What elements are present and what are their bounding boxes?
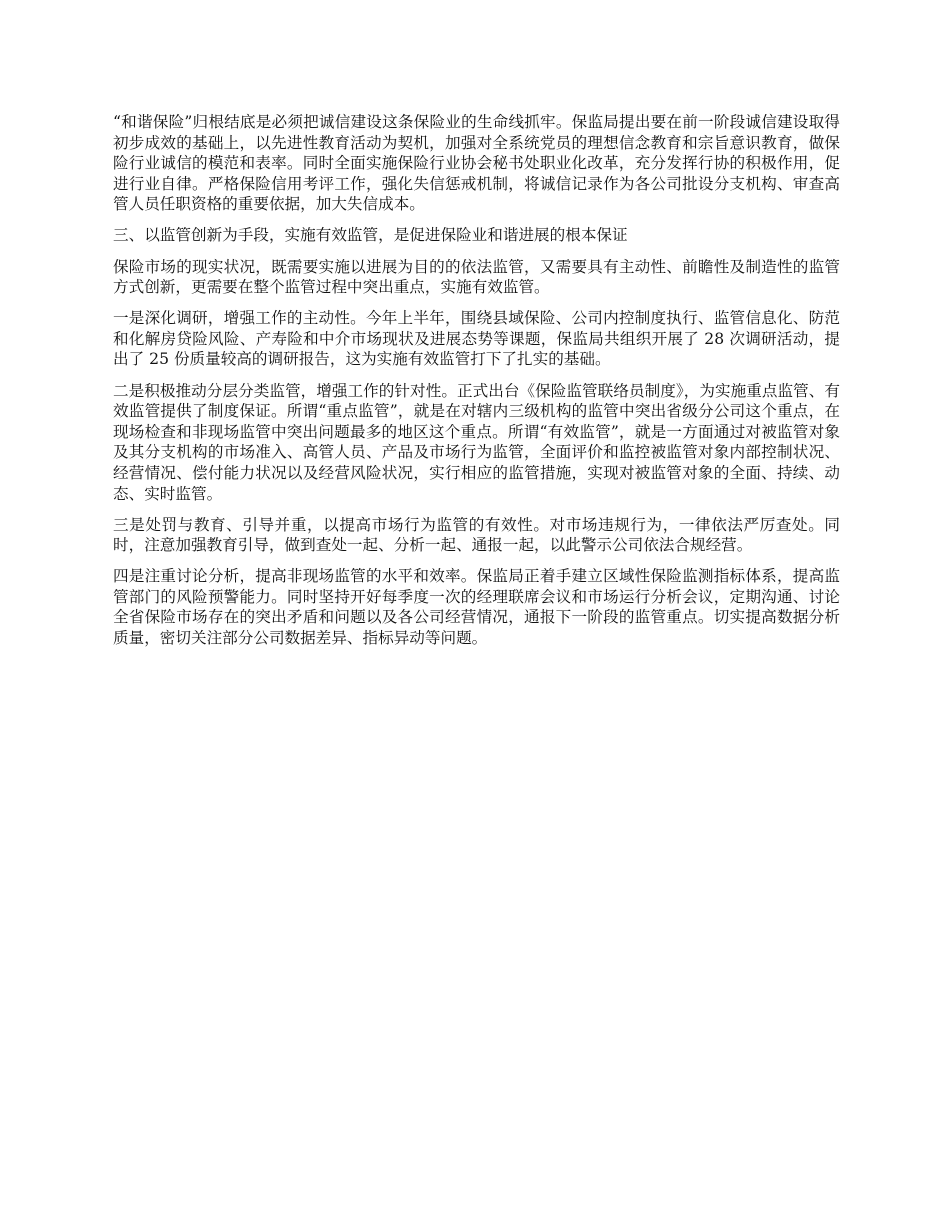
- paragraph-point-one: 一是深化调研，增强工作的主动性。今年上半年，围绕县域保险、公司内控制度执行、监管信息化、防范和化解房贷险风险、产寿险和中介市场现状及进展态势等课题，保监局共组织开展了 28 次调研活动，提出了 25 份质量较高的调研报告，这为实施有效监管打下了扎实的基础。: [113, 309, 840, 369]
- paragraph-integrity: “和谐保险”归根结底是必须把诚信建设这条保险业的生命线抓牢。保监局提出要在前一阶段诚信建设取得初步成效的基础上，以先进性教育活动为契机，加强对全系统党员的理想信念教育和宗旨意识教育，做保险行业诚信的模范和表率。同时全面实施保险行业协会秘书处职业化改革，充分发挥行协的积极作用，促进行业自律。严格保险信用考评工作，强化失信惩戒机制，将诚信记录作为各公司批设分支机构、审查高管人员任职资格的重要依据，加大失信成本。: [113, 113, 840, 214]
- paragraph-point-three: 三是处罚与教育、引导并重，以提高市场行为监管的有效性。对市场违规行为，一律依法严厉查处。同时，注意加强教育引导，做到查处一起、分析一起、通报一起，以此警示公司依法合规经营。: [113, 515, 840, 555]
- document-body: [113, 112, 840, 659]
- section-heading-three: 三、以监管创新为手段，实施有效监管，是促进保险业和谐进展的根本保证: [113, 226, 628, 245]
- paragraph-point-four: 四是注重讨论分析，提高非现场监管的水平和效率。保监局正着手建立区域性保险监测指标体系，提高监管部门的风险预警能力。同时坚持开好每季度一次的经理联席会议和市场运行分析会议，定期沟通、讨论全省保险市场存在的突出矛盾和问题以及各公司经营情况，通报下一阶段的监管重点。切实提高数据分析质量，密切关注部分公司数据差异、指标异动等问题。: [113, 567, 840, 648]
- paragraph-point-two: 二是积极推动分层分类监管，增强工作的针对性。正式出台《保险监管联络员制度》，为实施重点监管、有效监管提供了制度保证。所谓“重点监管”，就是在对辖内三级机构的监管中突出省级分公司这个重点，在现场检查和非现场监管中突出问题最多的地区这个重点。所谓“有效监管”，就是一方面通过对被监管对象及其分支机构的市场准入、高管人员、产品及市场行为监管，全面评价和监控被监管对象内部控制状况、经营情况、偿付能力状况以及经营风险状况，实行相应的监管措施，实现对被监管对象的全面、持续、动态、实时监管。: [113, 381, 840, 503]
- paragraph-market-status: 保险市场的现实状况，既需要实施以进展为目的的依法监管，又需要具有主动性、前瞻性及制造性的监管方式创新，更需要在整个监管过程中突出重点，实施有效监管。: [113, 257, 840, 297]
